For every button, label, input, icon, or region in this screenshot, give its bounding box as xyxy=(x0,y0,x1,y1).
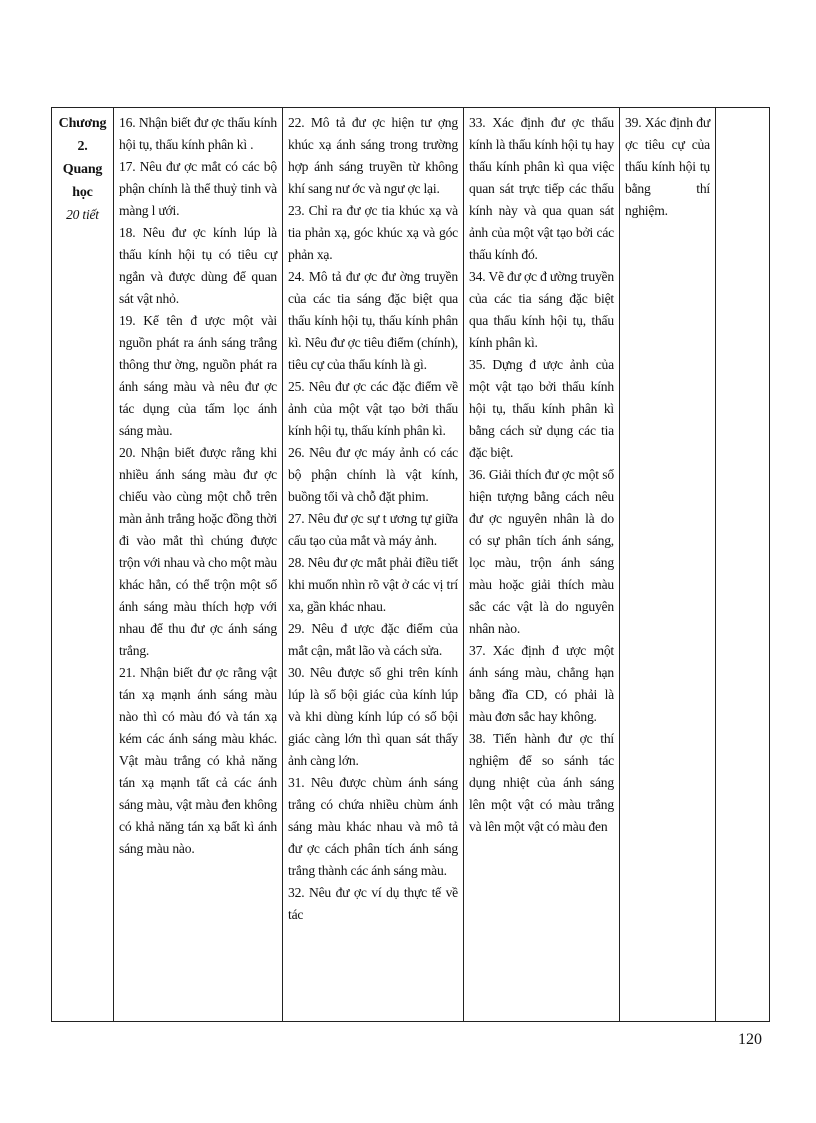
objective-item: 36. Giải thích đư ợc một số hiện tượng bằng cách nêu đư ợc nguyên nhân là do có sự phân tích ánh sáng, lọc màu, trộn ánh sáng màu hoặc giải thích màu sắc các vật là do nguyên nhân nào. xyxy=(469,467,614,636)
objective-item: 22. Mô tả đư ợc hiện tư ợng khúc xạ ánh sáng trong trường hợp ánh sáng truyền từ không khí sang nư ớc và ngư ợc lại. xyxy=(288,115,458,196)
objective-item: 20. Nhận biết được rằng khi nhiều ánh sáng màu đư ợc chiếu vào cùng một chỗ trên màn ảnh trắng hoặc đồng thời đi vào mắt thì chúng được trộn với nhau và cho một màu khác hẳn, có thể trộn một số ánh sáng màu thích hợp với nhau để thu đư ợc ánh sáng trắng. xyxy=(119,445,277,658)
page-number: 120 xyxy=(738,1031,762,1048)
objective-item: 17. Nêu đư ợc mắt có các bộ phận chính là thể thuỷ tinh và màng l ưới. xyxy=(119,159,277,218)
objective-item: 29. Nêu đ ược đặc điểm của mắt cận, mắt lão và cách sửa. xyxy=(288,621,458,658)
objective-item: 24. Mô tả đư ợc đư ờng truyền của các tia sáng đặc biệt qua thấu kính hội tụ, thấu kính phân kì. Nêu đư ợc tiêu điểm (chính), tiêu cự của thấu kính là gì. xyxy=(288,269,458,372)
column-understanding-cell xyxy=(283,108,464,1021)
objective-item: 32. Nêu đư ợc ví dụ thực tế về tác xyxy=(288,885,458,922)
objective-item: 31. Nêu được chùm ánh sáng trắng có chứa nhiều chùm ánh sáng màu khác nhau và mô tả đư ợc cách phân tích ánh sáng trắng thành các ánh sáng màu. xyxy=(288,775,458,878)
objective-item: 39. Xác định đư ợc tiêu cự của thấu kính hội tụ bằng thí nghiệm. xyxy=(625,115,710,218)
objective-item: 34. Vẽ đư ợc đ ường truyền của các tia sáng đặc biệt qua thấu kính hội tụ, thấu kính phân kì. xyxy=(469,269,614,350)
chapter-cell xyxy=(52,108,114,1021)
objective-item: 37. Xác định đ ược một ánh sáng màu, chẳng hạn bằng đĩa CD, có phải là màu đơn sắc hay không. xyxy=(469,643,614,724)
chapter-title-line2: Quang học xyxy=(62,162,103,200)
objective-item: 35. Dựng đ ược ảnh của một vật tạo bởi thấu kính hội tụ, thấu kính phân kì bằng cách sử dụng các tia đặc biệt. xyxy=(469,357,614,460)
objective-item: 33. Xác định đư ợc thấu kính là thấu kính hội tụ hay thấu kính phân kì qua việc quan sát trực tiếp các thấu kính này và qua quan sát ảnh của một vật tạo bởi các thấu kính đó. xyxy=(469,115,614,262)
objective-item: 26. Nêu đư ợc máy ảnh có các bộ phận chính là vật kính, buồng tối và chỗ đặt phim. xyxy=(288,445,458,504)
objective-item: 21. Nhận biết đư ợc rằng vật tán xạ mạnh ánh sáng màu nào thì có màu đó và tán xạ kém các ánh sáng màu khác. Vật màu trắng có khả năng tán xạ mạnh tất cả các ánh sáng màu, vật màu đen không có khả năng tán xạ bất kì ánh sáng màu nào. xyxy=(119,665,277,856)
column-knowledge-cell xyxy=(114,108,283,1021)
objectives-table xyxy=(51,107,770,1022)
chapter-periods: 20 tiết xyxy=(66,207,99,222)
objective-item: 18. Nêu đư ợc kính lúp là thấu kính hội tụ có tiêu cự ngắn và được dùng để quan sát vật nhỏ. xyxy=(119,225,277,306)
objective-item: 23. Chỉ ra đư ợc tia khúc xạ và tia phản xạ, góc khúc xạ và góc phản xạ. xyxy=(288,203,458,262)
objective-item: 28. Nêu đư ợc mắt phải điều tiết khi muốn nhìn rõ vật ở các vị trí xa, gần khác nhau. xyxy=(288,555,458,614)
objective-item: 19. Kể tên đ ược một vài nguồn phát ra ánh sáng trắng thông thư ờng, nguồn phát ra ánh sáng màu và nêu đư ợc tác dụng của tấm lọc ánh sáng màu. xyxy=(119,313,277,438)
objective-item: 30. Nêu được số ghi trên kính lúp là số bội giác của kính lúp và khi dùng kính lúp có số bội giác càng lớn thì quan sát thấy ảnh càng lớn. xyxy=(288,665,458,768)
objective-item: 25. Nêu đư ợc các đặc điểm về ảnh của một vật tạo bởi thấu kính hội tụ, thấu kính phân kì. xyxy=(288,379,458,438)
objective-item: 38. Tiến hành đư ợc thí nghiệm để so sánh tác dụng nhiệt của ánh sáng lên một vật có màu trắng và lên một vật có màu đen xyxy=(469,731,614,834)
chapter-title-line1: Chương 2. xyxy=(58,116,107,154)
objective-item: 27. Nêu đư ợc sự t ương tự giữa cấu tạo của mắt và máy ảnh. xyxy=(288,511,458,548)
objective-item: 16. Nhận biết đư ợc thấu kính hội tụ, thấu kính phân kì . xyxy=(119,115,277,152)
column-advanced-application-cell xyxy=(620,108,716,1021)
column-notes-cell xyxy=(716,108,769,1021)
column-application-cell xyxy=(464,108,620,1021)
